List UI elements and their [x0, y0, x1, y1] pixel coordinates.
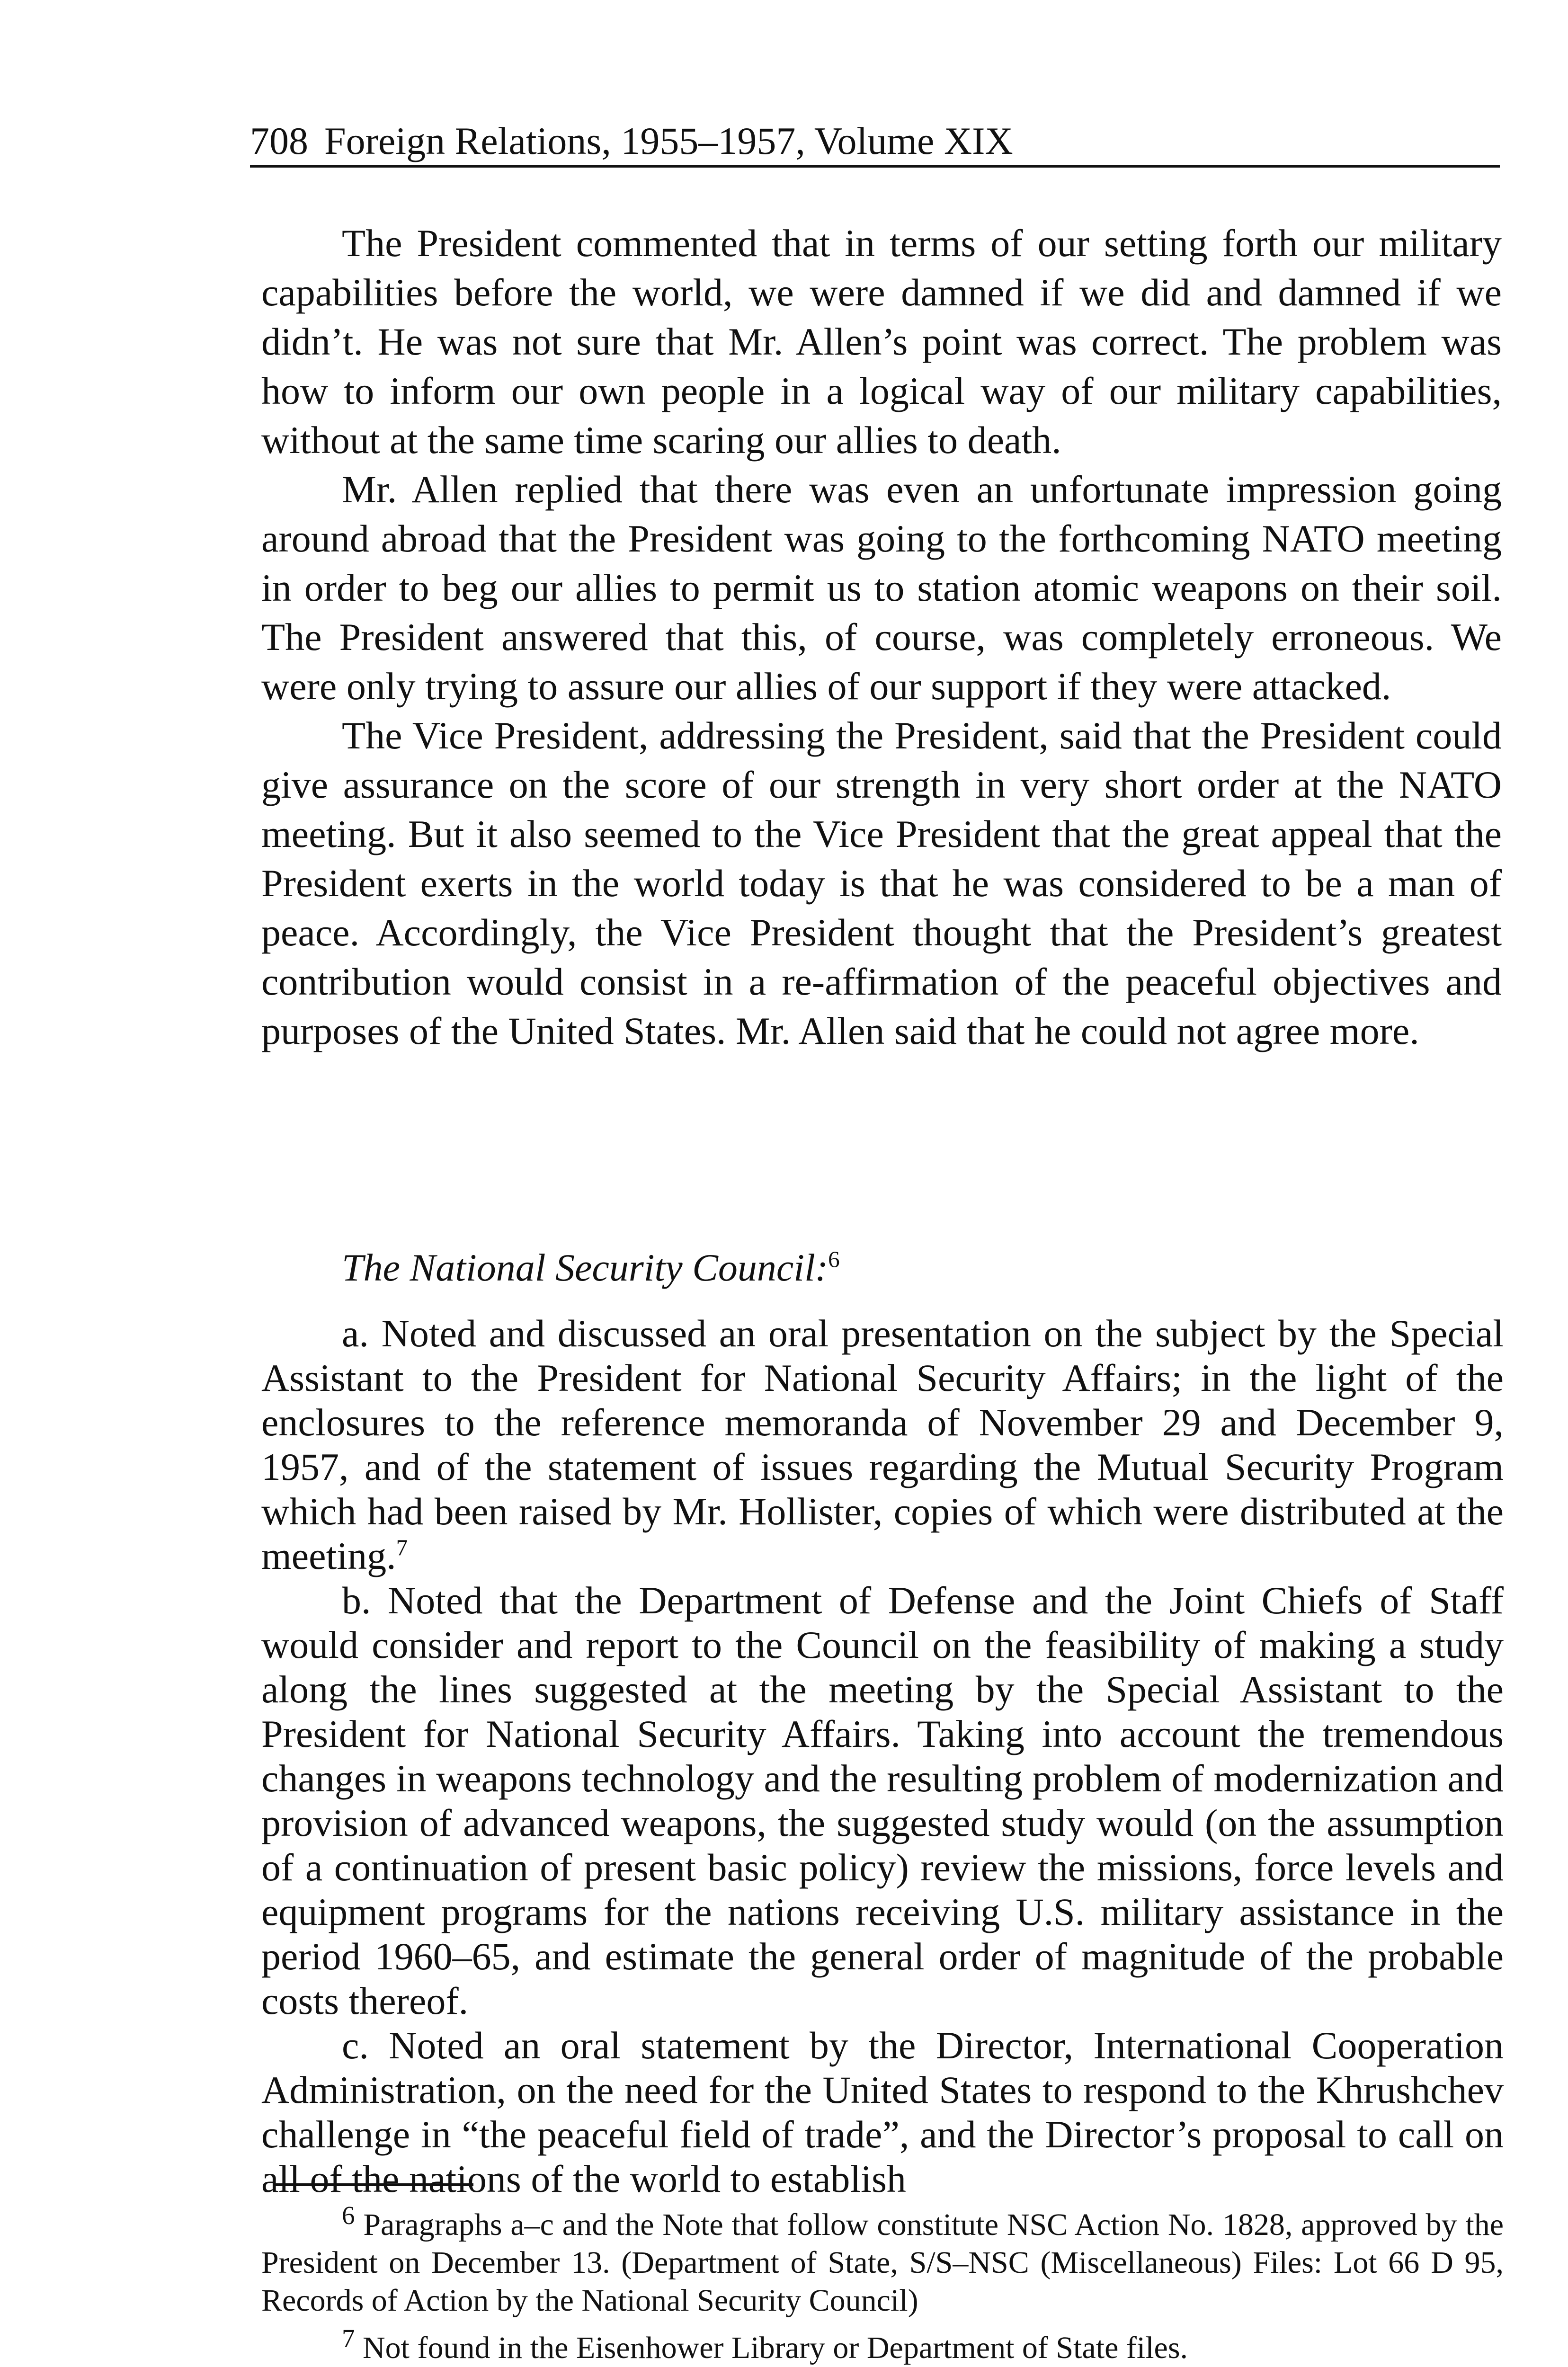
section-heading [342, 1244, 840, 1291]
footnote-marker-7: 7 [342, 2324, 355, 2353]
footnote-6-text: Paragraphs a–c and the Note that follow constitute NSC Action No. 1828, approved by the President on December 13. (Department of State, S/S–NSC (Miscellaneous) Files: Lot 66 D 95, Records of Action by the National Security Council) [261, 2207, 1504, 2318]
section-title-text: The National Security Council: [342, 1246, 829, 1289]
paragraph-allen-reply: Mr. Allen replied that there was even an unfortunate impression going around abroad that the President was going to the forthcoming NATO meeting in order to beg our allies to permit us to station atomic weapons on their soil. The President answered that this, of course, was completely erroneous. We were only trying to assure our allies of our support if they were attacked. [261, 468, 1502, 708]
running-header [250, 117, 1500, 168]
discussion-body [261, 219, 1502, 1056]
action-item-c [261, 2023, 1504, 2201]
footnotes [261, 2197, 1504, 2367]
council-actions [261, 1311, 1504, 2201]
action-b-text: b. Noted that the Department of Defense and the Joint Chiefs of Staff would consider and report to the Council on the feasibility of making a study along the lines suggested at the meeting by the Special Assistant to the President for National Security Affairs. Taking into account the tremendous changes in weapons technology and the resulting problem of modernization and provision of advanced weapons, the suggested study would (on the assumption of a continuation of present basic policy) review the missions, force levels and equipment programs for the nations receiving U.S. military assistance in the period 1960–65, and estimate the general order of magnitude of the probable costs thereof. [261, 1579, 1504, 2022]
footnote-7-text: Not found in the Eisenhower Library or Department of State files. [363, 2331, 1188, 2365]
paragraph-vice-president: The Vice President, addressing the President, said that the President could give assurance on the score of our strength in very short order at the NATO meeting. But it also seemed to the Vice President that the great appeal that the President exerts in the world today is that he was considered to be a man of peace. Accordingly, the Vice President thought that the President’s greatest contribution would consist in a re-affirmation of the peaceful objectives and purposes of the United States. Mr. Allen said that he could not agree more. [261, 714, 1502, 1052]
footnote-ref-7: 7 [396, 1534, 408, 1561]
footnote-7 [261, 2320, 1504, 2367]
footnote-divider [275, 2183, 473, 2186]
running-title: Foreign Relations, 1955–1957, Volume XIX [324, 119, 1013, 162]
action-item-b [261, 1578, 1504, 2023]
footnote-ref-6: 6 [828, 1246, 840, 1272]
paragraph-president-comment: The President commented that in terms of our setting forth our military capabilities before the world, we were damned if we did and damned if we didn’t. He was not sure that Mr. Allen’s point was correct. The problem was how to inform our own people in a logical way of our military capabilities, without at the same time scaring our allies to death. [261, 222, 1502, 462]
action-item-a [261, 1311, 1504, 1578]
footnote-6 [261, 2197, 1504, 2320]
page-number: 708 [250, 119, 308, 162]
action-a-text: a. Noted and discussed an oral presentation on the subject by the Special Assistant to the President for National Security Affairs; in the light of the enclosures to the reference memoranda of November 29 and December 9, 1957, and of the statement of issues regarding the Mutual Security Program which had been raised by Mr. Hollister, copies of which were distributed at the meeting. [261, 1312, 1504, 1577]
footnote-marker-6: 6 [342, 2201, 355, 2230]
action-c-text: c. Noted an oral statement by the Director, International Cooperation Administration, on the need for the United States to respond to the Khrushchev challenge in “the peaceful field of trade”, and the Director’s proposal to call on all of the nations of the world to establish [261, 2024, 1504, 2200]
